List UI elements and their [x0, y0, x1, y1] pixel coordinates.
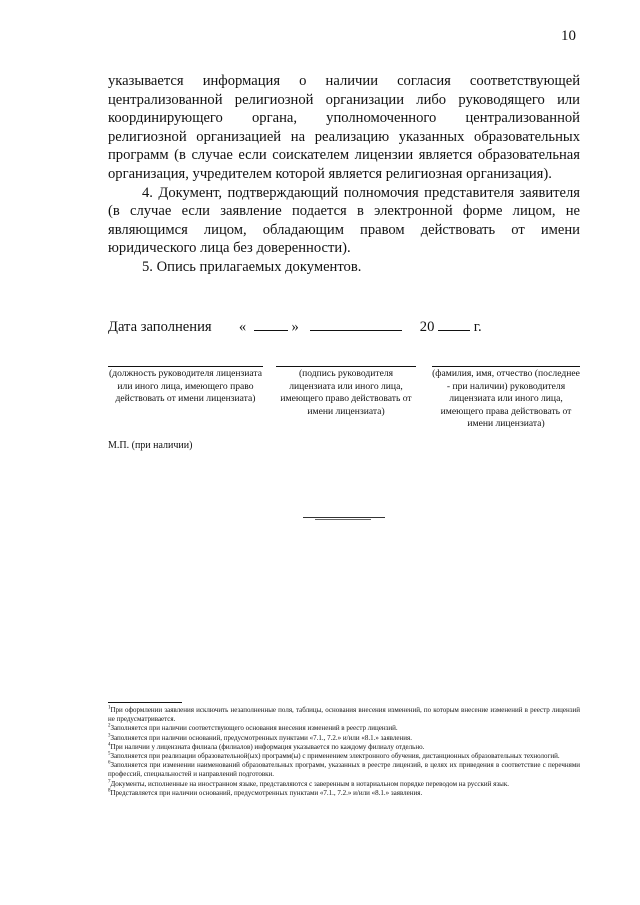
- body-text: [108, 72, 580, 277]
- signature-sign-column: (подпись руководителя лицензиата или иного лица, имеющего право действовать от имени лицензиата): [276, 366, 416, 418]
- paragraph-item-4: 4. Документ, подтверждающий полномочия представителя заявителя (в случае если заявление подается в электронной форме лицом, не являющимся лицом, обладающим правом действовать от имени юридического лица без доверенности).: [108, 184, 580, 257]
- month-blank: [310, 317, 402, 331]
- footnote-item: $^2$Заполняется при наличии соответствующего основания внесения изменений в реестр лицензий.: [108, 724, 398, 733]
- footnote-item: $^6$Заполняется при изменении наименований образовательных программ, указанных в реестре лицензий, в целях их приведения в соответствие с перечнями профессий, специальностей и направлений подготовки.: [108, 760, 580, 779]
- page-number: 10: [561, 28, 576, 44]
- footnote-item: $^4$При наличии у лицензиата филиала (филиалов) информация указывается по каждому филиалу отдельно.: [108, 742, 425, 751]
- footnote-item: $^8$Представляется при наличии оснований, предусмотренных пунктами «7.1., 7.2.» и/или «8.1.» заявления.: [108, 788, 423, 797]
- fill-date-label: Дата заполнения: [108, 319, 212, 335]
- paragraph-religious-consent: указывается информация о наличии согласия соответствующей централизованной религиозной организации либо руководящего или координирующего органа, уполномоченного централизованной религиозной организацией на реализацию указанных образовательных программ (в случае если соискателем лицензии является образовательная организация, учредителем которой является религиозная организация).: [108, 73, 580, 182]
- paragraph-item-5: 5. Опись прилагаемых документов.: [142, 258, 362, 275]
- day-blank: [254, 317, 288, 331]
- end-separator-inner: [315, 519, 371, 520]
- signature-position-column: (должность руководителя лицензиата или иного лица, имеющего право действовать от имени лицензиата): [109, 368, 262, 405]
- stamp-note: М.П. (при наличии): [108, 440, 193, 451]
- end-separator: [303, 517, 385, 518]
- year-prefix: 20: [419, 319, 435, 335]
- footnote-item: $^3$Заполняется при наличии оснований, предусмотренных пунктами «7.1., 7.2.» и/или «8.1.» заявления.: [108, 733, 412, 742]
- open-quote: «: [238, 319, 247, 335]
- close-quote: »: [291, 319, 299, 335]
- footnote-rule: [108, 702, 182, 703]
- footnote-item: $^1$При оформлении заявления исключить незаполненные поля, таблицы, основания внесения изменений, по которым внесение изменений в реестр лицензий не предусматривается.: [108, 705, 580, 724]
- footnote-item: $^7$Документы, исполненные на иностранном языке, представляются с заверенным в нотариальном порядке переводом на русский язык.: [108, 779, 509, 788]
- year-suffix: г.: [473, 319, 482, 335]
- footnote-item: $^5$Заполняется при реализации образовательной(ых) программ(ы) с применением электронного обучения, дистанционных образовательных технологий.: [108, 751, 560, 761]
- year-blank: [438, 317, 470, 331]
- fill-date-line: [108, 317, 580, 336]
- signature-name-column: (фамилия, имя, отчество (последнее - при наличии) руководителя лицензиата или иного лица, имеющего права действовать от имени лицензиата): [432, 368, 580, 430]
- footnotes: [108, 706, 580, 798]
